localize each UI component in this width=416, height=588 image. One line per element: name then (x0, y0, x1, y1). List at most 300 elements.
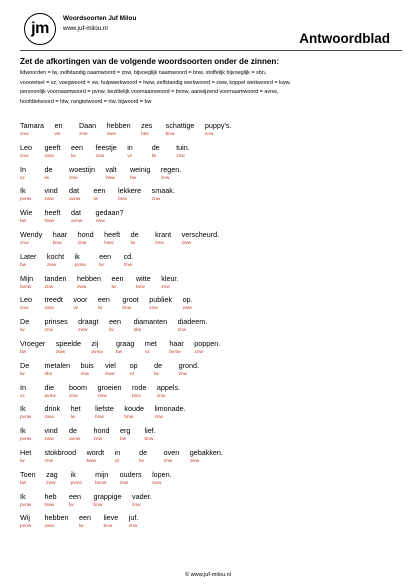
word-text: verscheurd. (181, 230, 220, 239)
logo-text: jm (31, 20, 49, 37)
word-class-abbreviation: vz (114, 459, 120, 464)
word-class-abbreviation: bvnw (169, 350, 181, 355)
sentence-word (79, 513, 91, 530)
word-text: metalen (44, 360, 71, 370)
sentence-word (127, 143, 133, 160)
sentence-word (20, 404, 31, 421)
word-class-abbreviation: hww (44, 219, 55, 225)
word-class-abbreviation: znw (78, 132, 88, 137)
word-class-abbreviation: zww (44, 197, 54, 203)
word-text: heb (44, 491, 57, 501)
word-class-abbreviation: vz (73, 306, 79, 312)
word-text: een (78, 513, 91, 523)
word-text: zag (46, 469, 58, 479)
word-class-abbreviation: znw (160, 175, 170, 181)
word-text: prinses (44, 317, 68, 327)
word-text: Vroeger (20, 339, 46, 348)
word-class-abbreviation: znw (69, 175, 78, 181)
word-text: In (20, 382, 26, 392)
word-class-abbreviation: znw (149, 306, 158, 312)
sentence-word (145, 426, 156, 443)
word-class-abbreviation: bnw (118, 197, 127, 203)
sentence-word (164, 448, 180, 465)
word-class-abbreviation: pvnw (91, 350, 103, 355)
instruction-text: Zet de afkortingen van de volgende woordsoorten onder de zinnen: (20, 57, 280, 66)
word-class-abbreviation: znw (177, 328, 187, 334)
word-text: tanden (44, 273, 67, 283)
sentence-word (45, 143, 61, 160)
word-text: woestijn (69, 164, 95, 174)
sentence-word (104, 230, 120, 247)
word-text: de (130, 230, 139, 239)
sentence-word (20, 274, 33, 291)
word-class-abbreviation: zww (78, 328, 88, 334)
word-class-abbreviation: zww (46, 480, 56, 486)
sentence-word (69, 165, 95, 182)
word-text: Ik (20, 404, 26, 414)
word-class-abbreviation: znw (80, 371, 90, 377)
logo-icon (24, 13, 56, 45)
word-class-abbreviation: lw (20, 459, 25, 464)
sentence-word (118, 186, 141, 203)
word-text: mijn (95, 469, 109, 479)
word-text: met (144, 339, 157, 348)
sentence-word (152, 186, 175, 203)
word-text: lopen. (152, 469, 172, 479)
word-class-abbreviation: znw (93, 437, 103, 443)
word-class-abbreviation: znw (44, 328, 54, 334)
word-class-abbreviation: znw (163, 459, 173, 464)
word-class-abbreviation: bnw (124, 415, 134, 421)
word-text: geeft (44, 142, 61, 152)
sentence-word (161, 274, 178, 291)
word-class-abbreviation: zww (44, 415, 54, 421)
word-class-abbreviation: zww (105, 175, 115, 181)
legend-line: voorzetsel = vz, voegwoord = vw, hulpwerkwoord = hww, zelfstandig werkwoord = zww, koppel werkwoord = kww, (20, 79, 291, 86)
sentence-word (87, 448, 105, 465)
word-text: poppen. (194, 339, 221, 348)
word-class-abbreviation: bvnw (95, 480, 107, 486)
sentence-word (169, 339, 183, 356)
sentence-word (182, 230, 220, 247)
sentence-word (157, 383, 180, 400)
word-class-abbreviation: zww (44, 437, 54, 443)
sentence-word (116, 339, 134, 356)
word-text: boom (69, 382, 87, 392)
sentence-word (20, 383, 26, 400)
word-text: Leo (20, 142, 32, 152)
word-class-abbreviation: zww (95, 219, 105, 225)
word-text: een (71, 142, 83, 152)
sentence-word (20, 470, 36, 487)
sentence-word (45, 492, 57, 509)
sentence-word (178, 317, 208, 334)
word-text: kocht (46, 251, 65, 261)
word-text: groeien (97, 382, 122, 392)
word-class-abbreviation: sbn (44, 371, 53, 377)
sentence-word (69, 186, 80, 203)
word-class-abbreviation: kww (86, 459, 96, 464)
word-text: gedaan? (95, 208, 124, 218)
word-text: de (154, 360, 163, 370)
word-text: De (20, 317, 30, 327)
word-class-abbreviation: pvnw (20, 437, 32, 443)
word-text: liefste (95, 404, 114, 414)
sentence-word (79, 121, 96, 138)
word-text: limonade. (154, 404, 186, 414)
abbreviation-legend (20, 69, 410, 107)
word-class-abbreviation: znw (161, 284, 170, 290)
word-text: zij (91, 339, 99, 348)
word-class-abbreviation: bnw (93, 502, 103, 508)
sentence-word (45, 274, 67, 291)
word-class-abbreviation: zww (44, 524, 54, 530)
word-text: koude (124, 404, 144, 414)
word-text: appels. (156, 382, 181, 392)
sentence-word (78, 230, 94, 247)
sentence-word (45, 448, 77, 465)
sentence-word (69, 426, 80, 443)
word-text: Het (20, 448, 32, 457)
sentence-word (95, 404, 114, 421)
word-text: vind (44, 426, 58, 436)
sentence-word (45, 426, 58, 443)
word-class-abbreviation: sbn (133, 328, 142, 334)
word-class-abbreviation: avnw (69, 197, 81, 203)
word-text: hebben (76, 273, 101, 283)
sentence-word (145, 339, 157, 356)
word-class-abbreviation: zww (55, 350, 66, 355)
word-class-abbreviation: zww (105, 371, 115, 377)
word-text: Wij (20, 513, 30, 523)
sentence-word (45, 513, 69, 530)
word-text: dat (71, 208, 81, 218)
sentence-word (45, 361, 71, 378)
word-class-abbreviation: lw (44, 175, 50, 181)
word-class-abbreviation: vz (127, 153, 132, 159)
legend-line: persoonlijk voornaamwoord = pvnw, bezittelijk voornaamwoord = bvnw, aanwijzend voornaamwoord = avnw, (20, 89, 279, 95)
sentence-word (45, 165, 53, 182)
word-text: groot (122, 295, 139, 305)
word-text: op. (182, 295, 193, 305)
word-text: een (109, 317, 122, 327)
word-text: de (151, 142, 160, 152)
word-text: een (69, 491, 81, 501)
word-text: kleur. (161, 273, 179, 283)
sentence-word (20, 492, 31, 509)
word-class-abbreviation: znw (20, 153, 29, 159)
word-text: witte (135, 273, 151, 283)
sentence-word (99, 252, 111, 269)
word-class-abbreviation: bnw (103, 524, 113, 530)
sentence-word (120, 470, 142, 487)
word-class-abbreviation: lw (154, 371, 159, 377)
word-text: schattige (165, 121, 195, 130)
sentence-word (96, 208, 124, 225)
sentence-word (78, 317, 98, 334)
word-text: oven (163, 448, 180, 457)
word-class-abbreviation: vz (20, 393, 25, 399)
word-text: krant (155, 230, 172, 239)
sentence-word (20, 426, 31, 443)
sentence-word (54, 121, 62, 138)
word-class-abbreviation: zww (76, 284, 87, 290)
word-class-abbreviation: pvnw (70, 480, 82, 486)
sentence-word (20, 252, 36, 269)
word-text: speelde (55, 339, 81, 348)
word-text: heeft (104, 230, 121, 239)
word-class-abbreviation: znw (178, 371, 188, 377)
sentence-word (134, 317, 168, 334)
sentence-word (45, 295, 63, 312)
word-class-abbreviation: pvnw (20, 524, 32, 530)
sentence-word (45, 383, 56, 400)
word-text: een (97, 295, 110, 305)
word-text: heeft (44, 208, 61, 218)
word-class-abbreviation: znw (119, 480, 129, 486)
word-class-abbreviation: znw (77, 241, 87, 246)
sentence-word (131, 230, 139, 247)
word-text: Later (20, 251, 37, 261)
word-text: diadeem. (177, 317, 208, 327)
word-text: ouders (119, 469, 142, 479)
word-text: puppy's. (204, 121, 232, 130)
sentence-word (20, 186, 31, 203)
word-class-abbreviation: zww (97, 393, 107, 399)
sentence-word (45, 317, 68, 334)
word-text: Tamara (20, 121, 44, 130)
word-class-abbreviation: pvnw (20, 197, 32, 203)
sentence-word (107, 121, 131, 138)
word-text: Mijn (20, 273, 34, 283)
sentence-word (149, 295, 172, 312)
word-class-abbreviation: zww (152, 480, 162, 486)
page-title: Antwoordblad (299, 31, 390, 46)
word-class-abbreviation: znw (156, 393, 166, 399)
word-class-abbreviation: znw (20, 132, 29, 137)
sentence-word (77, 274, 101, 291)
word-class-abbreviation: lw (97, 306, 103, 312)
word-text: lieve (103, 513, 119, 523)
sentence-word (20, 448, 31, 465)
sentence-word (46, 470, 58, 487)
word-class-abbreviation: avnw (69, 437, 81, 443)
word-text: Wendy (20, 230, 43, 239)
word-class-abbreviation: zww (46, 262, 57, 268)
word-text: feestje (95, 142, 117, 152)
word-text: valt (105, 164, 117, 174)
word-class-abbreviation: zww (44, 153, 54, 159)
word-class-abbreviation: znw (123, 262, 133, 268)
word-class-abbreviation: bw (120, 437, 127, 443)
word-text: Wie (20, 208, 33, 218)
sentence-word (179, 361, 199, 378)
word-class-abbreviation: znw (204, 132, 214, 137)
word-text: regen. (160, 164, 182, 174)
word-class-abbreviation: avnw (71, 219, 83, 225)
word-class-abbreviation: bw (129, 175, 137, 181)
word-class-abbreviation: vz (144, 350, 150, 355)
word-text: juf. (128, 513, 139, 523)
word-text: cd. (123, 251, 134, 261)
legend-line: hoofdtelwoord = htw, rangtelwoord = rtw, bijwoord = bw (20, 98, 152, 105)
sentence-word (96, 143, 117, 160)
word-class-abbreviation: bvnw (20, 284, 32, 290)
word-text: de (69, 426, 77, 436)
word-text: een (93, 186, 106, 196)
word-text: haar (52, 230, 68, 239)
sentence-word (45, 208, 61, 225)
sentence-word (115, 448, 121, 465)
word-text: Ik (20, 186, 26, 196)
word-text: in (127, 142, 133, 152)
word-text: viel (105, 360, 116, 370)
word-class-abbreviation: znw (20, 241, 29, 246)
sentence-word (69, 383, 87, 400)
sentence-word (136, 274, 151, 291)
word-text: gebakken. (189, 448, 223, 457)
word-text: ik (74, 251, 80, 261)
sentence-word (166, 121, 195, 138)
word-class-abbreviation: znw (194, 350, 203, 355)
word-class-abbreviation: lw (20, 371, 25, 377)
word-text: erg (120, 426, 131, 436)
word-text: wordt (86, 448, 105, 457)
sentence-word (20, 317, 29, 334)
word-text: haar (169, 339, 184, 348)
word-class-abbreviation: pvnw (74, 262, 86, 268)
word-text: graag (116, 339, 135, 348)
word-class-abbreviation: zww (44, 306, 54, 312)
word-class-abbreviation: bnw (95, 415, 104, 421)
word-text: In (20, 164, 26, 174)
sentence-word (20, 121, 44, 138)
word-class-abbreviation: avnw (44, 393, 56, 399)
word-text: De (20, 360, 30, 370)
sentence-word (152, 470, 172, 487)
word-class-abbreviation: vz (20, 175, 25, 181)
word-class-abbreviation: lw (139, 459, 144, 464)
word-text: ik (70, 469, 76, 479)
word-text: Toen (20, 469, 36, 479)
sentence-word (20, 339, 45, 356)
word-text: rode (131, 382, 147, 392)
sentence-word (94, 492, 122, 509)
word-class-abbreviation: znw (44, 459, 54, 464)
sentence-word (129, 513, 139, 530)
sentence-word (45, 404, 61, 421)
word-text: Leo (20, 295, 32, 305)
word-class-abbreviation: htw (141, 132, 149, 137)
word-class-abbreviation: bnw (122, 306, 132, 312)
word-class-abbreviation: lw (78, 524, 84, 530)
sentence-word (105, 165, 116, 182)
sentence-word (132, 383, 146, 400)
word-class-abbreviation: znw (155, 241, 164, 246)
sentence-word (183, 295, 193, 312)
sentence-word (130, 361, 138, 378)
word-class-abbreviation: bnw (144, 437, 154, 443)
sentence-word (161, 165, 181, 182)
sentence-word (71, 404, 81, 421)
word-class-abbreviation: znw (128, 524, 138, 530)
word-class-abbreviation: znw (69, 393, 78, 399)
sentence-word (20, 230, 42, 247)
word-class-abbreviation: bw (20, 480, 27, 486)
word-text: de (44, 164, 53, 174)
sentence-word (154, 361, 162, 378)
brand-name: Woordsoorten Juf Milou (63, 15, 137, 22)
sentence-word (92, 339, 103, 356)
word-class-abbreviation: vw (54, 132, 61, 137)
word-text: grond. (178, 360, 199, 370)
sentence-word (194, 339, 220, 356)
word-class-abbreviation: lw (109, 328, 114, 334)
sentence-word (94, 426, 110, 443)
word-class-abbreviation: lw (111, 284, 116, 290)
header-divider (20, 50, 402, 51)
sentence-word (69, 492, 81, 509)
word-class-abbreviation: vz (129, 371, 135, 377)
word-class-abbreviation: znw (20, 306, 29, 312)
word-text: treedt (44, 295, 63, 305)
word-class-abbreviation: bw (116, 350, 123, 355)
word-text: Ik (20, 426, 26, 436)
sentence-word (97, 383, 121, 400)
sentence-word (122, 295, 138, 312)
word-class-abbreviation: pvnw (20, 415, 32, 421)
word-text: een (111, 273, 124, 283)
sentence-word (20, 361, 29, 378)
word-text: draagt (78, 317, 99, 327)
word-class-abbreviation: lw (69, 502, 74, 508)
sentence-word (95, 470, 108, 487)
sentence-word (71, 208, 82, 225)
word-text: lekkere (118, 186, 142, 196)
brand (63, 15, 136, 32)
word-text: tuin. (176, 142, 190, 152)
word-class-abbreviation: lw (93, 197, 99, 203)
word-text: zes (141, 121, 153, 130)
word-text: publiek (149, 295, 173, 305)
word-class-abbreviation: bnw (52, 241, 62, 246)
word-class-abbreviation: bnw (165, 132, 175, 137)
word-class-abbreviation: zww (182, 306, 192, 312)
sentence-word (20, 143, 32, 160)
word-text: in (114, 448, 121, 457)
brand-url: www.juf-milou.nl (63, 25, 108, 32)
word-class-abbreviation: zww (181, 241, 191, 246)
sentence-word (81, 361, 94, 378)
word-text: hond (77, 230, 94, 239)
word-class-abbreviation: hww (44, 502, 55, 508)
sentence-word (71, 470, 82, 487)
sentence-word (155, 230, 171, 247)
word-text: smaak. (151, 186, 175, 196)
word-class-abbreviation: znw (151, 197, 161, 203)
word-class-abbreviation: lw (130, 241, 136, 246)
sentence-word (141, 121, 152, 138)
sentence-word (190, 448, 223, 465)
word-class-abbreviation: bw (20, 350, 27, 355)
sentence-word (111, 274, 123, 291)
sentence-word (124, 252, 134, 269)
word-class-abbreviation: znw (95, 153, 105, 159)
word-text: dat (69, 186, 79, 196)
sentence-word (152, 143, 160, 160)
sentence-word (20, 208, 32, 225)
word-text: vader. (131, 491, 152, 501)
